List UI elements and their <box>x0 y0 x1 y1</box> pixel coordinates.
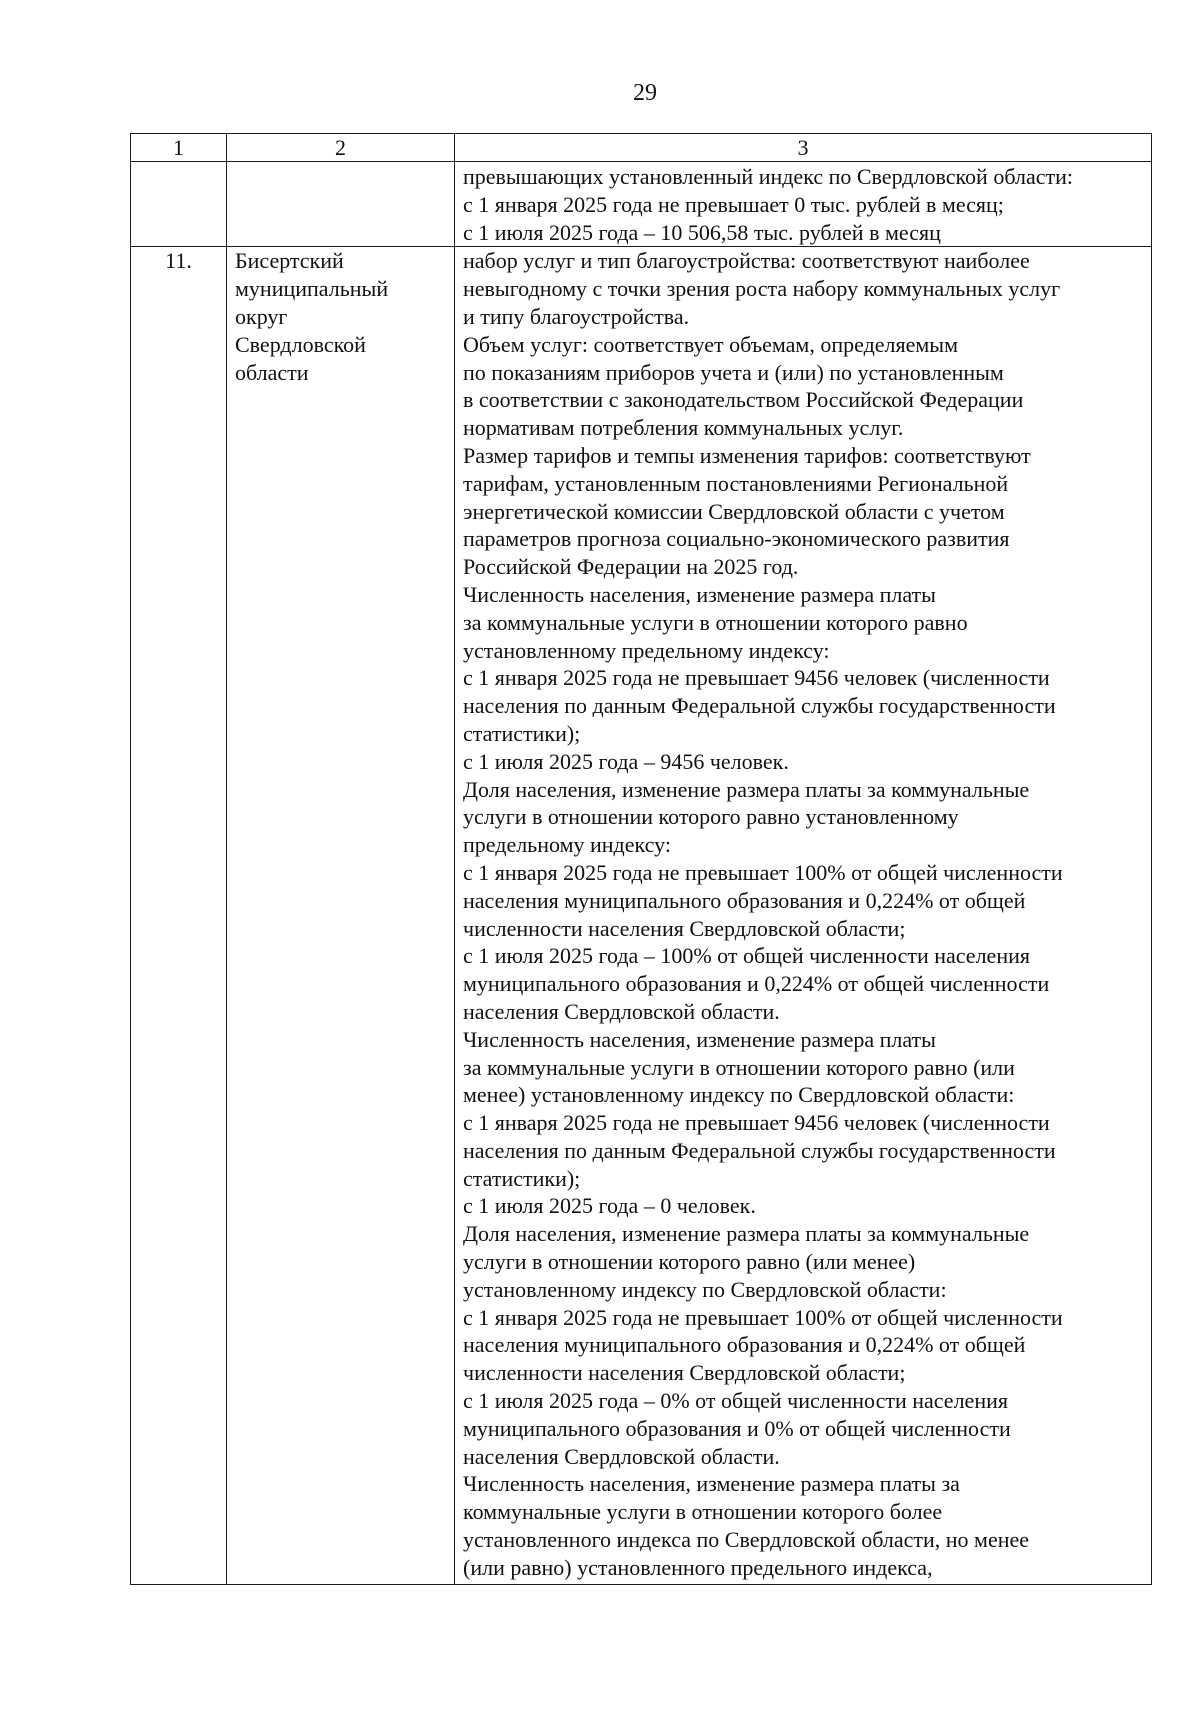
text-line: муниципального образования и 0% от общей численности <box>463 1415 1011 1441</box>
text-line: менее) установленному индексу по Свердловской области: <box>463 1082 1015 1108</box>
text-line: с 1 июля 2025 года – 9456 человек. <box>463 748 789 774</box>
column-header-2: 2 <box>227 134 455 162</box>
text-line: с 1 января 2025 года не превышает 9456 человек (численности <box>463 1110 1050 1136</box>
text-line: коммунальные услуги в отношении которого более <box>463 1499 943 1525</box>
text-line: населения муниципального образования и 0,224% от общей <box>463 887 1026 913</box>
text-line: установленному индексу по Свердловской области: <box>463 1276 947 1302</box>
text-line: с 1 июля 2025 года – 10 506,58 тыс. рублей в месяц <box>463 219 941 245</box>
text-line: населения Свердловской области. <box>463 1443 780 1469</box>
text-line: услуги в отношении которого равно установленному <box>463 804 959 830</box>
text-line: с 1 января 2025 года не превышает 100% от общей численности <box>463 1304 1063 1330</box>
municipality-name-cell <box>227 162 455 247</box>
text-line: Численность населения, изменение размера платы <box>463 581 936 607</box>
row-number-cell <box>131 162 227 247</box>
text-line: численности населения Свердловской области; <box>463 915 906 941</box>
text-line: населения муниципального образования и 0,224% от общей <box>463 1332 1026 1358</box>
text-line: Размер тарифов и темпы изменения тарифов: соответствуют <box>463 442 1031 468</box>
parameters-cell <box>455 247 1152 1584</box>
text-line: населения Свердловской области. <box>463 998 780 1024</box>
text-line: Доля населения, изменение размера платы за коммунальные <box>463 1221 1030 1247</box>
text-line: статистики); <box>463 1165 581 1191</box>
text-line: невыгодному с точки зрения роста набору коммунальных услуг <box>463 276 1061 302</box>
name-line: области <box>235 359 309 385</box>
text-line: с 1 января 2025 года не превышает 0 тыс. рублей в месяц; <box>463 191 1004 217</box>
text-line: установленного индекса по Свердловской области, но менее <box>463 1527 1030 1553</box>
text-line: в соответствии с законодательством Российской Федерации <box>463 387 1024 413</box>
table-row-continuation <box>131 162 1152 247</box>
text-line: превышающих установленный индекс по Свердловской области: <box>463 164 1073 189</box>
text-line: Численность населения, изменение размера платы за <box>463 1471 960 1497</box>
text-line: статистики); <box>463 720 581 746</box>
text-line: за коммунальные услуги в отношении которого равно <box>463 609 968 635</box>
name-line: округ <box>235 303 288 329</box>
text-line: энергетической комиссии Свердловской области с учетом <box>463 498 1005 524</box>
text-line: по показаниям приборов учета и (или) по установленным <box>463 359 1004 385</box>
text-line: Численность населения, изменение размера платы <box>463 1026 936 1052</box>
text-line: предельному индексу: <box>463 832 671 858</box>
text-line: Доля населения, изменение размера платы за коммунальные <box>463 776 1030 802</box>
text-line: (или равно) установленного предельного индекса, <box>463 1554 933 1580</box>
text-line: численности населения Свердловской области; <box>463 1360 906 1386</box>
document-table <box>130 133 1152 1585</box>
text-line: Объем услуг: соответствует объемам, определяемым <box>463 331 959 357</box>
name-line: Свердловской <box>235 331 366 357</box>
text-line: и типу благоустройства. <box>463 303 690 329</box>
text-line: параметров прогноза социально-экономического развития <box>463 526 1010 552</box>
text-line: с 1 января 2025 года не превышает 100% от общей численности <box>463 859 1063 885</box>
text-line: с 1 июля 2025 года – 0 человек. <box>463 1193 756 1219</box>
text-line: Российской Федерации на 2025 год. <box>463 554 799 580</box>
text-line: с 1 января 2025 года не превышает 9456 человек (численности <box>463 665 1050 691</box>
table-header-row <box>131 134 1152 162</box>
text-line: набор услуг и тип благоустройства: соответствуют наиболее <box>463 248 1030 274</box>
municipality-name-cell <box>227 247 455 1584</box>
column-header-1: 1 <box>131 134 227 162</box>
name-line: Бисертский <box>235 248 344 274</box>
parameters-cell <box>455 162 1152 247</box>
text-line: с 1 июля 2025 года – 100% от общей численности населения <box>463 943 1030 969</box>
text-line: услуги в отношении которого равно (или менее) <box>463 1249 916 1275</box>
text-line: нормативам потребления коммунальных услуг. <box>463 415 904 441</box>
text-line: населения по данным Федеральной службы государственности <box>463 693 1056 719</box>
name-line: муниципальный <box>235 276 389 302</box>
text-line: тарифам, установленным постановлениями Региональной <box>463 470 1009 496</box>
row-number-cell: 11. <box>131 247 227 1584</box>
text-line: за коммунальные услуги в отношении которого равно (или <box>463 1054 1015 1080</box>
table-row-11 <box>131 247 1152 1584</box>
column-header-3: 3 <box>455 134 1152 162</box>
page-number: 29 <box>633 80 657 106</box>
text-line: с 1 июля 2025 года – 0% от общей численности населения <box>463 1388 1008 1414</box>
text-line: муниципального образования и 0,224% от общей численности <box>463 971 1050 997</box>
text-line: населения по данным Федеральной службы государственности <box>463 1137 1056 1163</box>
text-line: установленному предельному индексу: <box>463 637 830 663</box>
